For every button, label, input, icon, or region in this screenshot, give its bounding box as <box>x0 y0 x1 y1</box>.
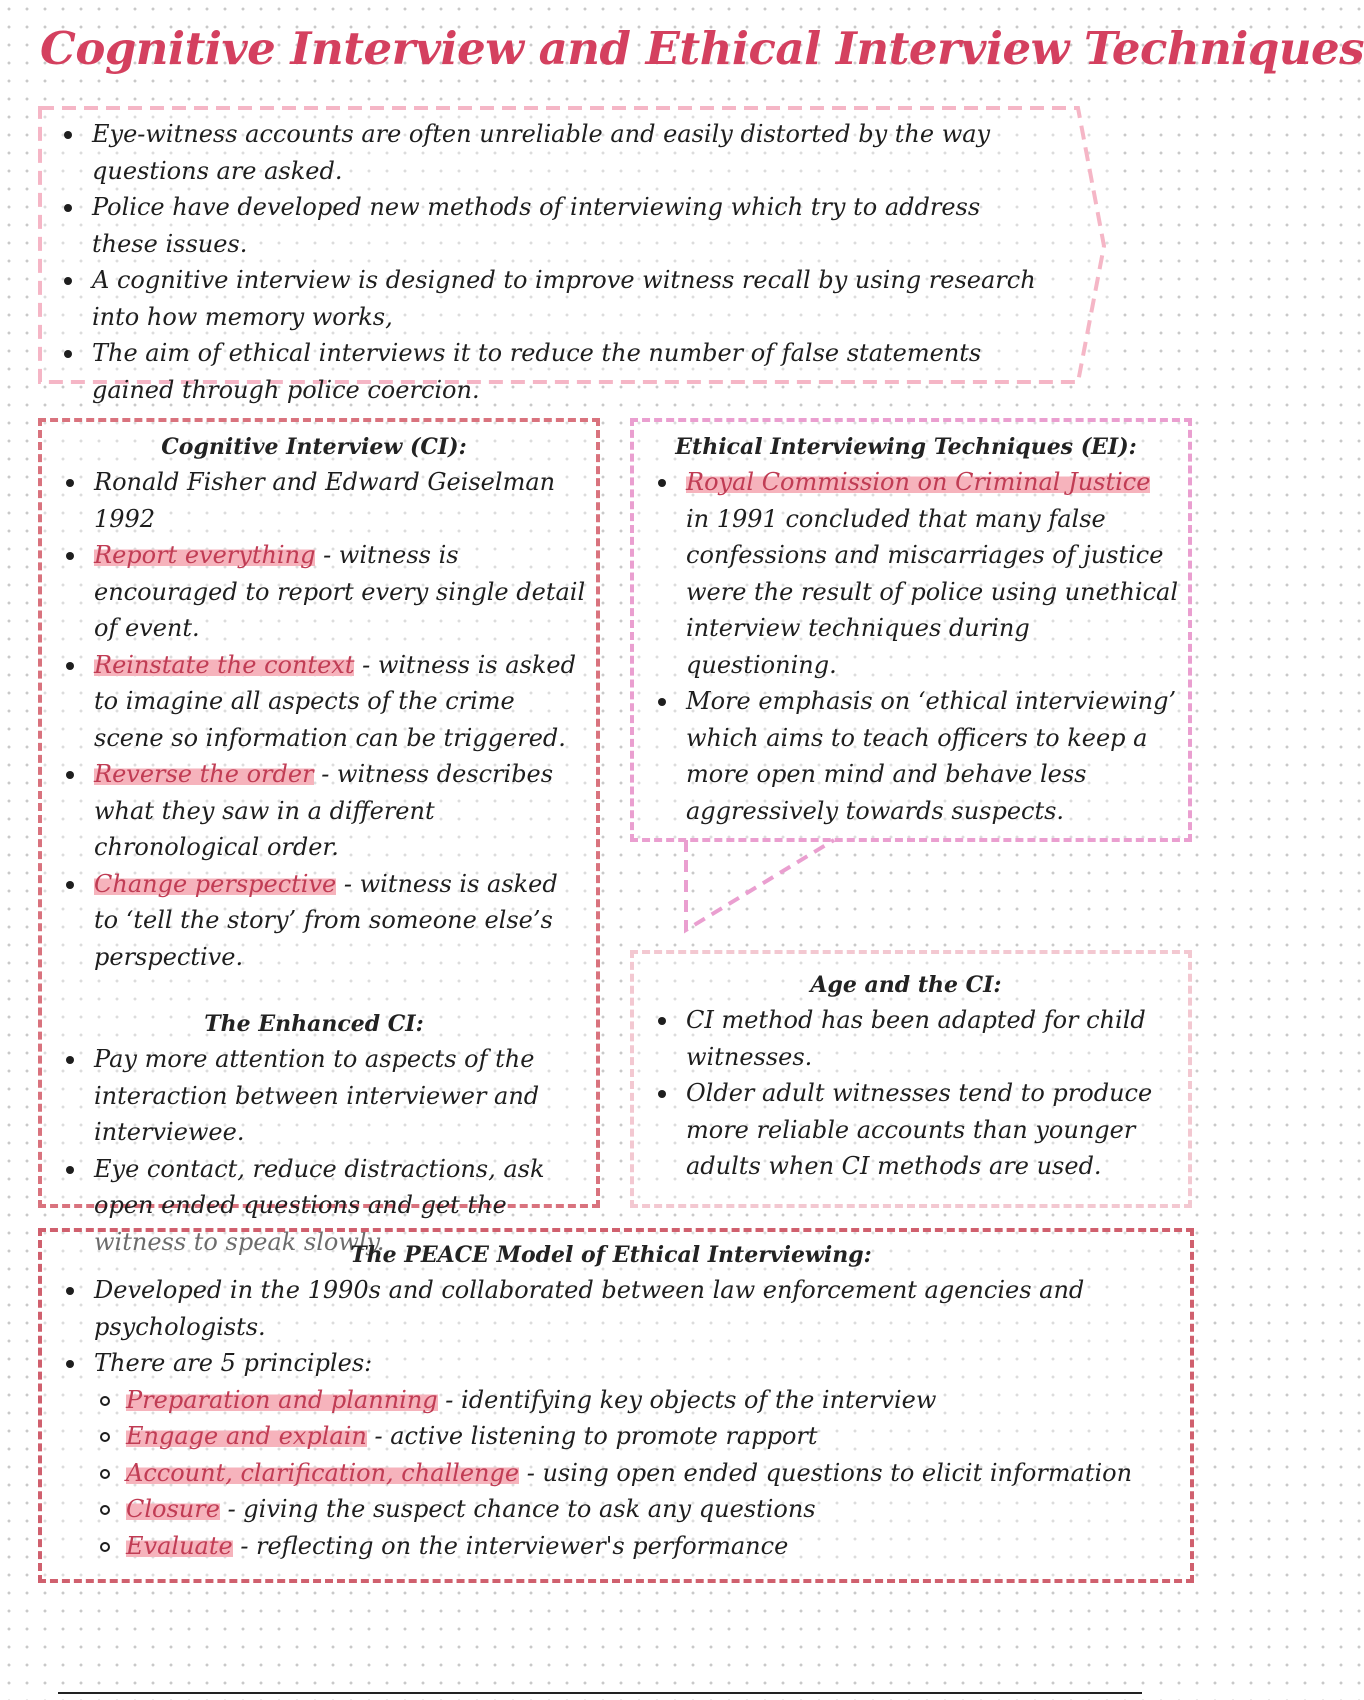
ci-term: Report everything <box>94 541 316 569</box>
ethical-interviewing-box <box>630 418 1192 842</box>
principle-term: Preparation and planning <box>126 1385 438 1414</box>
principle-term: Engage and explain <box>126 1422 367 1450</box>
principle-desc: - reflecting on the interviewer's performance <box>232 1531 789 1560</box>
ci-term: Reverse the order <box>94 760 314 788</box>
enhanced-ci-bullet: Eye contact, reduce distractions, ask open ended questions and get the witness to speak slowly. <box>94 1151 586 1261</box>
ei-term: Royal Commission on Criminal Justice <box>686 468 1151 496</box>
principle-term: Closure <box>126 1495 220 1523</box>
ci-desc: - witness is asked to ‘tell the story’ from someone else’s perspective. <box>94 869 558 971</box>
peace-principle <box>126 1491 1180 1528</box>
principle-desc: - using open ended questions to elicit information <box>519 1458 1133 1487</box>
peace-principle <box>126 1382 1180 1419</box>
page-title: Cognitive Interview and Ethical Interview Techniques <box>40 22 1364 75</box>
ci-desc: - witness is asked to imagine all aspects of the crime scene so information can be triggered. <box>94 650 576 752</box>
age-ci-box <box>630 950 1192 1208</box>
age-list <box>634 1002 1178 1185</box>
principle-desc: - giving the suspect chance to ask any questions <box>219 1495 816 1523</box>
principle-term: Account, clarification, challenge <box>126 1458 520 1487</box>
ei-bullet: More emphasis on ‘ethical interviewing’ which aims to teach officers to keep a more open mind and behave less aggressively towards suspects. <box>686 683 1178 829</box>
intro-bullet: Police have developed new methods of interviewing which try to address these issues. <box>92 189 1038 262</box>
peace-model-box <box>38 1228 1194 1583</box>
ci-desc: - witness is encouraged to report every single detail of event. <box>94 541 586 642</box>
bottom-divider <box>58 1692 1142 1694</box>
intro-bullet: A cognitive interview is designed to improve witness recall by using research into how memory works, <box>92 262 1038 335</box>
speech-bubble-tail <box>684 838 844 938</box>
ci-heading: Cognitive Interview (CI): <box>161 434 467 460</box>
peace-bullet: Developed in the 1990s and collaborated between law enforcement agencies and psychologists. <box>94 1272 1180 1345</box>
ci-technique <box>94 537 586 647</box>
ci-term: Change perspective <box>94 869 337 898</box>
ei-bullet <box>686 464 1178 683</box>
ci-technique <box>94 866 586 976</box>
ci-list <box>42 464 586 975</box>
ci-technique <box>94 647 586 757</box>
peace-principle <box>126 1528 1180 1565</box>
principle-desc: - identifying key objects of the interview <box>437 1385 937 1414</box>
intro-bullet: The aim of ethical interviews it to reduce the number of false statements gained through police coercion. <box>92 335 1038 408</box>
intro-bullet: Eye-witness accounts are often unreliable and easily distorted by the way questions are asked. <box>92 116 1038 189</box>
intro-list <box>38 106 1108 408</box>
principle-term: Evaluate <box>126 1531 233 1560</box>
age-bullet: CI method has been adapted for child witnesses. <box>686 1002 1178 1075</box>
peace-list <box>42 1272 1180 1382</box>
enhanced-ci-bullet: Pay more attention to aspects of the interaction between interviewer and interviewee. <box>94 1041 586 1151</box>
cognitive-interview-box <box>38 418 600 1256</box>
peace-heading: The PEACE Model of Ethical Interviewing: <box>350 1242 872 1268</box>
peace-bullet: There are 5 principles: <box>94 1345 1180 1382</box>
ei-list <box>634 464 1178 829</box>
ei-desc: in 1991 concluded that many false confessions and miscarriages of justice were the result of police using unethical interview techniques during questioning. <box>686 504 1178 679</box>
peace-principle <box>126 1455 1180 1492</box>
peace-principles <box>42 1382 1180 1565</box>
principle-desc: - active listening to promote rapport <box>366 1422 818 1450</box>
ci-term: Reinstate the context <box>94 650 355 679</box>
ci-technique <box>94 756 586 866</box>
intro-box <box>38 106 1108 404</box>
ci-desc: - witness describes what they saw in a different chronological order. <box>94 760 554 861</box>
peace-principle <box>126 1418 1180 1455</box>
ci-bullet: Ronald Fisher and Edward Geiselman 1992 <box>94 464 586 537</box>
age-heading: Age and the CI: <box>810 972 1002 998</box>
enhanced-ci-heading: The Enhanced CI: <box>204 1011 424 1037</box>
age-bullet: Older adult witnesses tend to produce more reliable accounts than younger adults when CI methods are used. <box>686 1075 1178 1185</box>
ei-heading: Ethical Interviewing Techniques (EI): <box>675 434 1137 460</box>
